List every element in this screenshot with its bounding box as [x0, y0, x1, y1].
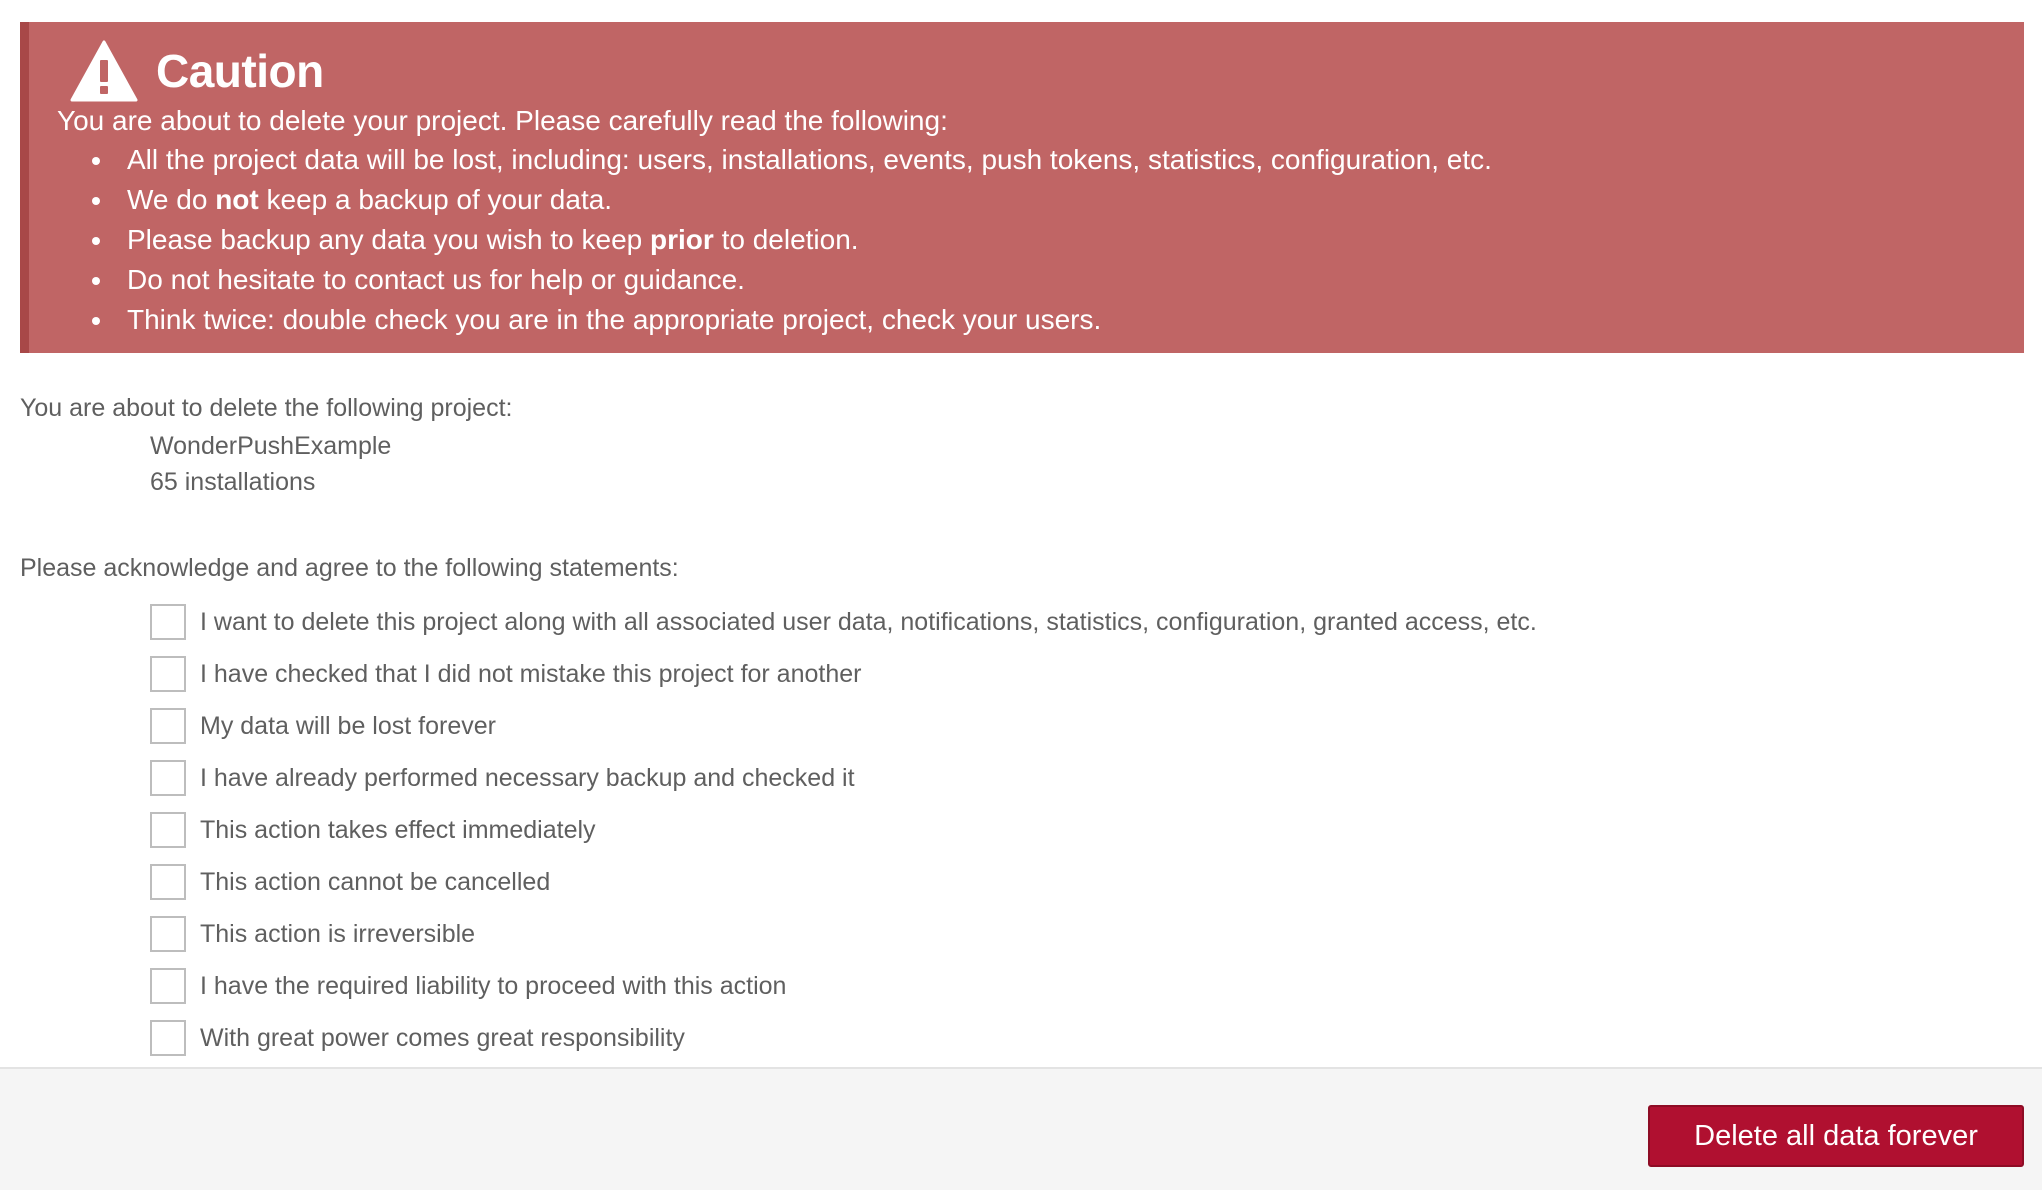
statement-label[interactable]: My data will be lost forever: [200, 711, 496, 740]
statement-label[interactable]: With great power comes great responsibility: [200, 1023, 685, 1052]
statement-checkbox[interactable]: [150, 916, 186, 952]
caution-list: [70, 140, 2024, 340]
statement-checkbox[interactable]: [150, 812, 186, 848]
warning-triangle-icon: [70, 39, 138, 103]
statement-label[interactable]: I want to delete this project along with all associated user data, notifications, statistics, configuration, granted access, etc.: [200, 607, 1537, 636]
statement-row[interactable]: [150, 596, 1537, 648]
caution-panel: [20, 22, 2024, 353]
statement-row[interactable]: [150, 700, 1537, 752]
project-name: WonderPushExample: [150, 432, 392, 460]
statement-label[interactable]: This action cannot be cancelled: [200, 867, 551, 896]
statement-checkbox[interactable]: [150, 968, 186, 1004]
caution-header: [70, 36, 2024, 106]
delete-all-data-button[interactable]: Delete all data forever: [1648, 1105, 2024, 1167]
statement-label[interactable]: I have checked that I did not mistake this project for another: [200, 659, 862, 688]
statement-row[interactable]: [150, 752, 1537, 804]
statement-label[interactable]: I have already performed necessary backup and checked it: [200, 763, 855, 792]
caution-title: Caution: [156, 45, 324, 97]
statement-row[interactable]: [150, 856, 1537, 908]
statement-checkbox[interactable]: [150, 864, 186, 900]
caution-item: • All the project data will be lost, including: users, installations, events, push tokens, statistics, configuration, etc.: [115, 140, 2024, 180]
statement-row[interactable]: [150, 960, 1537, 1012]
caution-item: • Please backup any data you wish to keep prior to deletion.: [115, 220, 2024, 260]
statement-row[interactable]: [150, 804, 1537, 856]
statement-checkbox[interactable]: [150, 760, 186, 796]
statement-row[interactable]: [150, 648, 1537, 700]
caution-intro: You are about to delete your project. Please carefully read the following:: [57, 105, 948, 136]
caution-item: • Do not hesitate to contact us for help or guidance.: [115, 260, 2024, 300]
statement-row[interactable]: [150, 1012, 1537, 1064]
modal-footer: [0, 1067, 2042, 1190]
statement-label[interactable]: This action is irreversible: [200, 919, 476, 948]
caution-item: • We do not keep a backup of your data.: [115, 180, 2024, 220]
acknowledge-label: Please acknowledge and agree to the following statements:: [20, 554, 679, 582]
statement-checkbox[interactable]: [150, 708, 186, 744]
project-installations: 65 installations: [150, 468, 316, 496]
statement-checkbox[interactable]: [150, 1020, 186, 1056]
caution-item: • Think twice: double check you are in the appropriate project, check your users.: [115, 300, 2024, 340]
acknowledge-checklist: [150, 596, 1537, 1064]
statement-label[interactable]: I have the required liability to proceed with this action: [200, 971, 787, 1000]
statement-checkbox[interactable]: [150, 604, 186, 640]
project-details: [150, 428, 391, 500]
statement-checkbox[interactable]: [150, 656, 186, 692]
statement-row[interactable]: [150, 908, 1537, 960]
project-label: You are about to delete the following project:: [20, 394, 513, 422]
statement-label[interactable]: This action takes effect immediately: [200, 815, 596, 844]
